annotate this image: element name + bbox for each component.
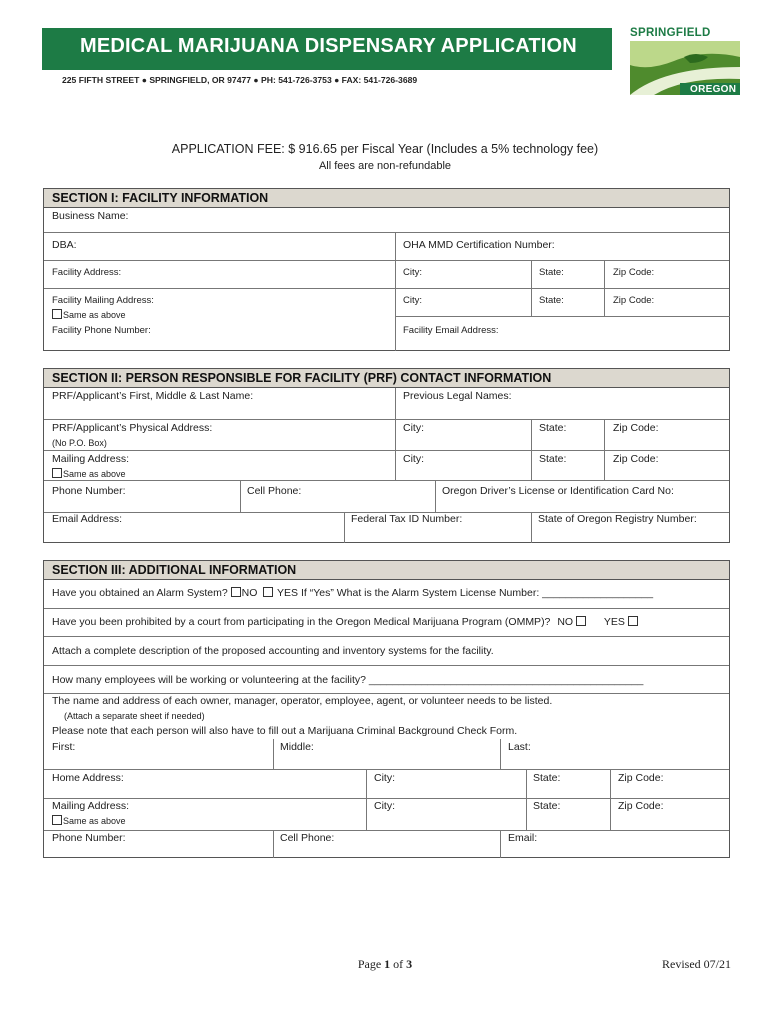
prf-state-field[interactable]: State: [539,422,567,434]
attach-sheet-note: (Attach a separate sheet if needed) [64,711,205,721]
prf-same-as-above-checkbox[interactable]: Same as above [52,468,126,479]
section-1-header: SECTION I: FACILITY INFORMATION [44,189,729,208]
ommp-yes-checkbox[interactable] [628,616,638,626]
alarm-no-checkbox[interactable] [231,587,241,597]
business-name-field[interactable]: Business Name: [52,210,129,222]
owners-list-note: The name and address of each owner, manager, operator, employee, agent, or volunteer needs to be listed. [52,695,553,707]
ommp-yes-label: YES [603,616,625,628]
prf-email-field[interactable]: Email Address: [52,513,123,525]
ommp-no-label: NO [557,616,574,628]
prf-cell-field[interactable]: Cell Phone: [247,485,302,497]
prf-mailing-state-field[interactable]: State: [539,453,567,465]
person-home-address-field[interactable]: Home Address: [52,772,124,784]
checkbox-icon [52,309,62,319]
person-mailing-zip-field[interactable]: Zip Code: [618,800,664,812]
facility-zip-field[interactable]: Zip Code: [613,267,655,278]
form-title: MEDICAL MARIJUANA DISPENSARY APPLICATION [80,35,577,57]
section-3-header: SECTION III: ADDITIONAL INFORMATION [44,561,729,580]
facility-email-field[interactable]: Facility Email Address: [403,325,499,336]
prf-registry-field[interactable]: State of Oregon Registry Number: [538,513,697,525]
ommp-question: Have you been prohibited by a court from participating in the Oregon Medical Marijuana Program (OMMP)? NO YES [52,616,639,628]
person-email-field[interactable]: Email: [508,832,538,844]
prf-mailing-city-field[interactable]: City: [403,453,424,465]
person-state-field[interactable]: State: [533,772,561,784]
oha-certification-field[interactable]: OHA MMD Certification Number: [403,239,555,251]
prf-name-field[interactable]: PRF/Applicant’s First, Middle & Last Name: [52,390,254,402]
revision-date: Revised 07/21 [662,957,731,971]
person-same-as-above-checkbox[interactable]: Same as above [52,815,126,826]
no-po-box-note: (No P.O. Box) [52,438,107,448]
facility-phone-field[interactable]: Facility Phone Number: [52,325,151,336]
dba-field[interactable]: DBA: [52,239,77,251]
office-address: 225 FIFTH STREET ● SPRINGFIELD, OR 97477 ● PH: 541-726-3753 ● FAX: 541-726-3689 [62,75,418,85]
prf-mailing-zip-field[interactable]: Zip Code: [613,453,659,465]
springfield-logo [624,27,742,99]
person-zip-field[interactable]: Zip Code: [618,772,664,784]
person-mailing-city-field[interactable]: City: [374,800,395,812]
person-cell-field[interactable]: Cell Phone: [280,832,335,844]
prf-license-field[interactable]: Oregon Driver’s License or Identification Card No: [442,485,674,497]
prf-zip-field[interactable]: Zip Code: [613,422,659,434]
application-fee: APPLICATION FEE: $ 916.65 per Fiscal Year (Includes a 5% technology fee) [171,142,599,156]
title-banner [42,28,612,70]
person-mailing-state-field[interactable]: State: [533,800,561,812]
section-prf-contact [43,368,730,543]
facility-state-field[interactable]: State: [539,267,564,278]
alarm-system-question: Have you obtained an Alarm System? NO YES If “Yes” What is the Alarm System License Number: ___________________ [52,587,654,599]
section-additional-information [43,560,730,858]
person-city-field[interactable]: City: [374,772,395,784]
alarm-yes-checkbox[interactable] [263,587,273,597]
same-as-above-checkbox[interactable]: Same as above [52,309,126,320]
facility-city-field[interactable]: City: [403,267,422,278]
person-middle-field[interactable]: Middle: [280,741,314,753]
person-mailing-address-field[interactable]: Mailing Address: [52,800,130,812]
alarm-license-field[interactable]: If “Yes” What is the Alarm System License Number: ___________________ [300,587,654,599]
section-2-header: SECTION II: PERSON RESPONSIBLE FOR FACILITY (PRF) CONTACT INFORMATION [44,369,729,388]
person-phone-field[interactable]: Phone Number: [52,832,126,844]
mailing-zip-field[interactable]: Zip Code: [613,295,655,306]
person-last-field[interactable]: Last: [508,741,531,753]
checkbox-icon [52,468,62,478]
accounting-description-note: Attach a complete description of the proposed accounting and inventory systems for the facility. [52,645,494,657]
background-check-note: Please note that each person will also have to fill out a Marijuana Criminal Background Check Form. [52,725,518,737]
prf-city-field[interactable]: City: [403,422,424,434]
prf-physical-address-field[interactable]: PRF/Applicant’s Physical Address: [52,422,213,434]
prf-tax-id-field[interactable]: Federal Tax ID Number: [351,513,463,525]
section-facility-information [43,188,730,351]
ommp-no-checkbox[interactable] [576,616,586,626]
facility-mailing-address-field[interactable]: Facility Mailing Address: [52,295,154,306]
person-first-field[interactable]: First: [52,741,76,753]
fee-note: All fees are non-refundable [318,160,452,172]
previous-names-field[interactable]: Previous Legal Names: [403,390,512,402]
page-number: Page 1 of 3 [357,957,413,971]
prf-mailing-address-field[interactable]: Mailing Address: [52,453,130,465]
facility-address-field[interactable]: Facility Address: [52,267,122,278]
employees-count-field[interactable]: How many employees will be working or volunteering at the facility? _______________________________________________ [52,674,644,686]
mailing-city-field[interactable]: City: [403,295,422,306]
logo-text-springfield: SPRINGFIELD [630,27,711,39]
checkbox-icon [52,815,62,825]
prf-phone-field[interactable]: Phone Number: [52,485,126,497]
logo-text-oregon: OREGON [690,84,737,95]
mailing-state-field[interactable]: State: [539,295,564,306]
